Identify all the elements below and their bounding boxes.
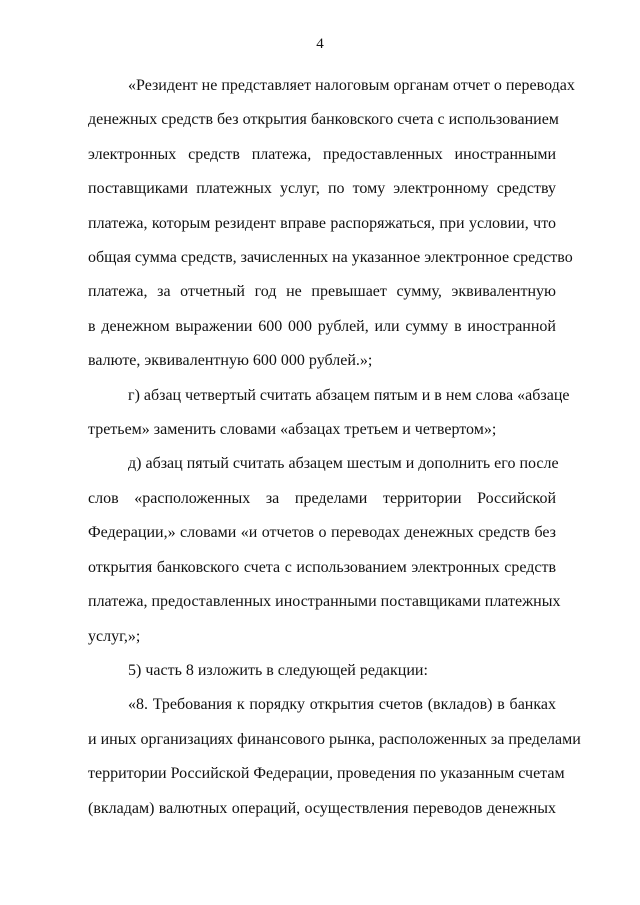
text-line: платежа, за отчетный год не превышает сумму, эквивалентную (88, 283, 556, 301)
text-line: валюте, эквивалентную 600 000 рублей.»; (88, 352, 373, 370)
text-line: платежа, предоставленных иностранными поставщиками платежных (88, 593, 561, 611)
text-line: г) абзац четвертый считать абзацем пятым и в нем слова «абзаце (128, 386, 570, 404)
text-line: «Резидент не представляет налоговым органам отчет о переводах (128, 77, 575, 94)
text-line: «8. Требования к порядку открытия счетов (вкладов) в банках (128, 696, 556, 714)
page-number: 4 (316, 36, 324, 52)
text-line: электронных средств платежа, предоставленных иностранными (88, 145, 556, 163)
text-line: общая сумма средств, зачисленных на указанное электронное средство (88, 249, 573, 267)
text-line: услуг,»; (88, 627, 141, 645)
text-line: (вкладам) валютных операций, осуществления переводов денежных (88, 799, 556, 817)
text-line: в денежном выражении 600 000 рублей, или сумму в иностранной (88, 317, 556, 335)
text-line: слов «расположенных за пределами территории Российской (88, 489, 556, 507)
text-line: и иных организациях финансового рынка, расположенных за пределами (88, 730, 581, 748)
document-body (88, 69, 581, 826)
text-line: платежа, которым резидент вправе распоряжаться, при условии, что (88, 214, 556, 232)
text-line: территории Российской Федерации, проведения по указанным счетам (88, 765, 565, 783)
text-line: Федерации,» словами «и отчетов о переводах денежных средств без (88, 524, 556, 542)
text-line: поставщиками платежных услуг, по тому электронному средству (88, 180, 556, 198)
text-line: третьем» заменить словами «абзацах третьем и четвертом»; (88, 421, 497, 439)
text-line: открытия банковского счета с использованием электронных средств (88, 558, 556, 576)
text-line: денежных средств без открытия банковского счета с использованием (88, 111, 559, 129)
text-line: 5) часть 8 изложить в следующей редакции: (128, 661, 428, 679)
text-line: д) абзац пятый считать абзацем шестым и дополнить его после (128, 455, 559, 473)
